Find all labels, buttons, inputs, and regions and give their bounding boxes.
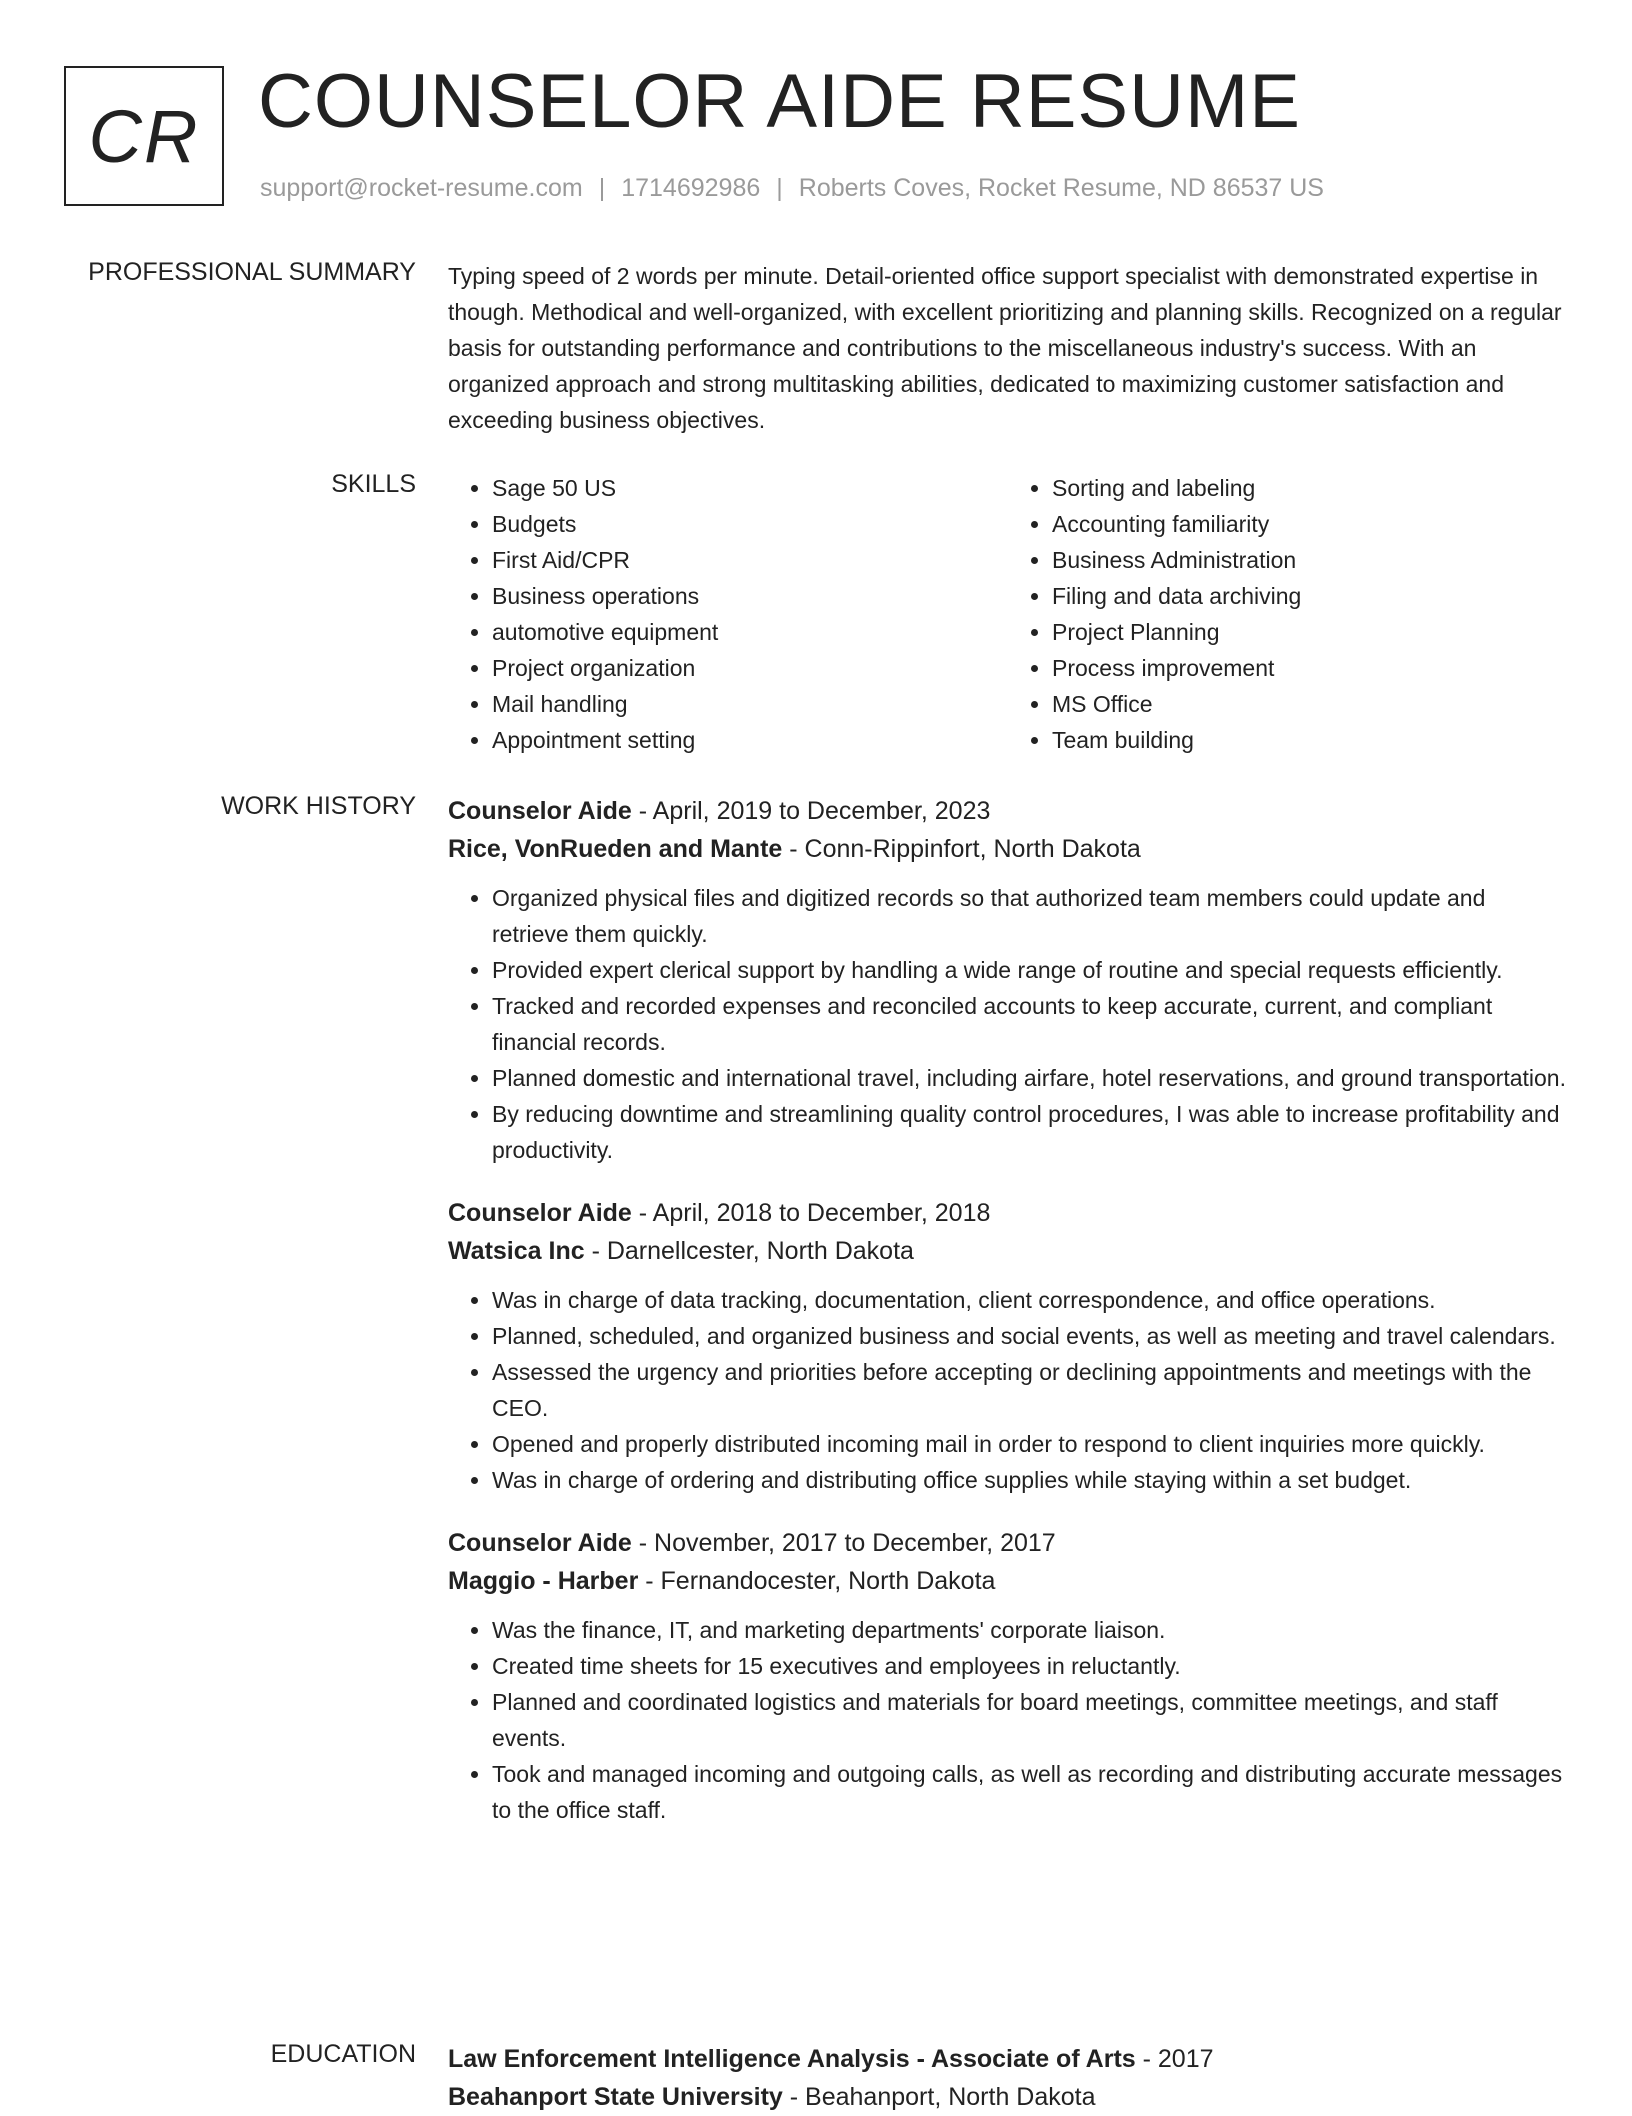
skill-item: • Filing and data archiving: [1052, 578, 1568, 614]
job-title-line: [448, 1524, 1568, 1562]
skill-item: • MS Office: [1052, 686, 1568, 722]
contact-separator: |: [776, 174, 783, 202]
job-company-line: [448, 830, 1568, 868]
job-dates: - April, 2019 to December, 2023: [631, 797, 991, 825]
resume-title: COUNSELOR AIDE RESUME: [258, 59, 1301, 144]
section-label-skills: SKILLS: [331, 470, 416, 498]
job-bullets: [448, 1612, 1568, 1828]
skills-column-left: [448, 470, 1008, 758]
job-company-line: [448, 1232, 1568, 1270]
skill-item: • Business operations: [492, 578, 1008, 614]
contact-line: [260, 174, 1324, 203]
skill-item: • Appointment setting: [492, 722, 1008, 758]
contact-phone[interactable]: 1714692986: [621, 174, 761, 202]
education-school: Beahanport State University: [448, 2083, 783, 2111]
job-bullet: • Created time sheets for 15 executives and employees in reluctantly.: [492, 1648, 1568, 1684]
job-bullet: • Provided expert clerical support by handling a wide range of routine and special requests efficiently.: [492, 952, 1568, 988]
job-bullet: • Was in charge of ordering and distributing office supplies while staying within a set budget.: [492, 1462, 1568, 1498]
section-label-work: WORK HISTORY: [221, 792, 416, 820]
contact-email[interactable]: support@rocket-resume.com: [260, 174, 583, 202]
job-bullet: • Tracked and recorded expenses and reconciled accounts to keep accurate, current, and compliant financial records.: [492, 988, 1568, 1060]
skill-item: • Project organization: [492, 650, 1008, 686]
job-entry: [448, 792, 1568, 1168]
job-company: Maggio - Harber: [448, 1567, 639, 1595]
skill-item: • Sage 50 US: [492, 470, 1008, 506]
job-bullet: • By reducing downtime and streamlining quality control procedures, I was able to increase profitability and productivity.: [492, 1096, 1568, 1168]
job-title-line: [448, 1194, 1568, 1232]
job-bullet: • Planned, scheduled, and organized business and social events, as well as meeting and travel calendars.: [492, 1318, 1568, 1354]
skill-item: • Sorting and labeling: [1052, 470, 1568, 506]
job-dates: - November, 2017 to December, 2017: [631, 1529, 1056, 1557]
job-company: Rice, VonRueden and Mante: [448, 835, 783, 863]
skill-item: • Business Administration: [1052, 542, 1568, 578]
job-bullet: • Organized physical files and digitized records so that authorized team members could update and retrieve them quickly.: [492, 880, 1568, 952]
education-body: [448, 2040, 1568, 2116]
skill-item: • automotive equipment: [492, 614, 1008, 650]
job-bullet: • Was in charge of data tracking, documentation, client correspondence, and office operations.: [492, 1282, 1568, 1318]
contact-separator: |: [598, 174, 606, 202]
job-bullets: [448, 880, 1568, 1168]
skills-list: [448, 470, 1568, 758]
job-dates: - April, 2018 to December, 2018: [631, 1199, 991, 1227]
job-entry: [448, 1194, 1568, 1498]
summary-body: [448, 258, 1568, 438]
skill-item: • Project Planning: [1052, 614, 1568, 650]
education-degree-line: [448, 2040, 1568, 2078]
skill-item: • First Aid/CPR: [492, 542, 1008, 578]
skill-item: • Mail handling: [492, 686, 1008, 722]
skill-item: • Accounting familiarity: [1052, 506, 1568, 542]
job-bullet: • Opened and properly distributed incoming mail in order to respond to client inquiries more quickly.: [492, 1426, 1568, 1462]
contact-address: Roberts Coves, Rocket Resume, ND 86537 US: [798, 174, 1324, 202]
education-location: - Beahanport, North Dakota: [782, 2083, 1096, 2111]
job-location: - Darnellcester, North Dakota: [584, 1237, 914, 1265]
skill-item: • Process improvement: [1052, 650, 1568, 686]
education-school-line: [448, 2078, 1568, 2116]
section-label-summary: PROFESSIONAL SUMMARY: [88, 258, 416, 286]
job-title: Counselor Aide: [448, 1529, 632, 1557]
job-company: Watsica Inc: [448, 1237, 585, 1265]
job-title: Counselor Aide: [448, 1199, 632, 1227]
job-bullet: • Was the finance, IT, and marketing departments' corporate liaison.: [492, 1612, 1568, 1648]
job-bullet: • Took and managed incoming and outgoing calls, as well as recording and distributing accurate messages to the office staff.: [492, 1756, 1568, 1828]
education-year: - 2017: [1135, 2045, 1214, 2073]
skill-item: • Budgets: [492, 506, 1008, 542]
summary-text: Typing speed of 2 words per minute. Detail-oriented office support specialist with demonstrated expertise in though. Methodical and well-organized, with excellent prioritizing and planning skills. Recognized on a regular basis for outstanding performance and contributions to the miscellaneous industry's success. With an organized approach and strong multitasking abilities, dedicated to maximizing customer satisfaction and exceeding business objectives.: [448, 263, 1562, 433]
work-history-body: [448, 792, 1568, 1854]
job-location: - Fernandocester, North Dakota: [638, 1567, 996, 1595]
job-entry: [448, 1524, 1568, 1828]
monogram-logo: [64, 66, 224, 206]
job-title-line: [448, 792, 1568, 830]
education-degree: Law Enforcement Intelligence Analysis - Associate of Arts: [448, 2045, 1136, 2073]
section-label-education: EDUCATION: [270, 2040, 416, 2068]
job-location: - Conn-Rippinfort, North Dakota: [782, 835, 1141, 863]
monogram-initials: CR: [88, 94, 200, 178]
skills-column-right: [1008, 470, 1568, 758]
job-bullet: • Planned domestic and international travel, including airfare, hotel reservations, and ground transportation.: [492, 1060, 1568, 1096]
job-title: Counselor Aide: [448, 797, 632, 825]
job-bullets: [448, 1282, 1568, 1498]
skill-item: • Team building: [1052, 722, 1568, 758]
job-bullet: • Planned and coordinated logistics and materials for board meetings, committee meetings, and staff events.: [492, 1684, 1568, 1756]
job-bullet: • Assessed the urgency and priorities before accepting or declining appointments and meetings with the CEO.: [492, 1354, 1568, 1426]
job-company-line: [448, 1562, 1568, 1600]
